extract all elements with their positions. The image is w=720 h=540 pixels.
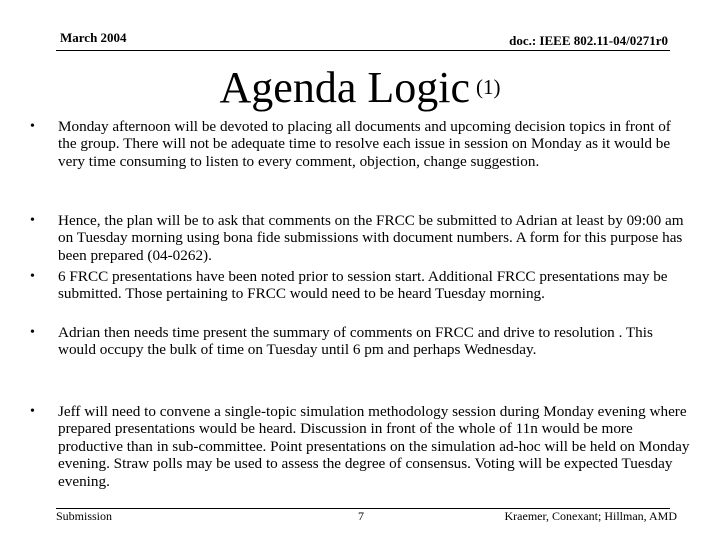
bullet-text: Hence, the plan will be to ask that comments on the FRCC be submitted to Adrian at least by 09:00 am on Tuesday morning using bona fide submissions with document numbers. A form for this purpose has been prepared (04-0262). — [58, 212, 684, 264]
bullet-text: Monday afternoon will be devoted to placing all documents and upcoming decision topics in front of the group. There will not be adequate time to resolve each issue in session on Monday as it would be very time consuming to listen to every comment, objection, change suggestion. — [58, 118, 671, 170]
bullet-symbol: • — [30, 404, 35, 419]
footer-submission: Submission — [56, 509, 113, 523]
bullet-symbol: • — [30, 213, 35, 228]
footer-page-number: 7 — [358, 509, 364, 523]
footer-authors: Kraemer, Conexant; Hillman, AMD — [504, 509, 677, 523]
slide-title — [0, 60, 720, 115]
bullet-symbol: • — [30, 119, 35, 134]
header-date: March 2004 — [60, 30, 127, 45]
slide-title-suffix: (1) — [475, 75, 501, 99]
slide-title-text: Agenda Logic — [219, 63, 470, 112]
bullet-text: Jeff will need to convene a single-topic simulation methodology session during Monday evening where prepared presentations would be heard. Discussion in front of the whole of 11n would be more productive than in sub-committee. Point presentations on the simulation ad-hoc will be held on Monday evening. Straw polls may be used to assess the degree of consensus. Voting will be expected Tuesday evening. — [58, 403, 690, 490]
bullet-text: Adrian then needs time present the summary of comments on FRCC and drive to resolution . This would occupy the bulk of time on Tuesday until 6 pm and perhaps Wednesday. — [58, 324, 653, 359]
header-divider — [56, 50, 670, 51]
header-doc-id: doc.: IEEE 802.11-04/0271r0 — [509, 33, 668, 48]
bullet-text: 6 FRCC presentations have been noted prior to session start. Additional FRCC presentations may be submitted. Those pertaining to FRCC would need to be heard Tuesday morning. — [58, 268, 668, 303]
bullet-symbol: • — [30, 269, 35, 284]
bullet-symbol: • — [30, 325, 35, 340]
